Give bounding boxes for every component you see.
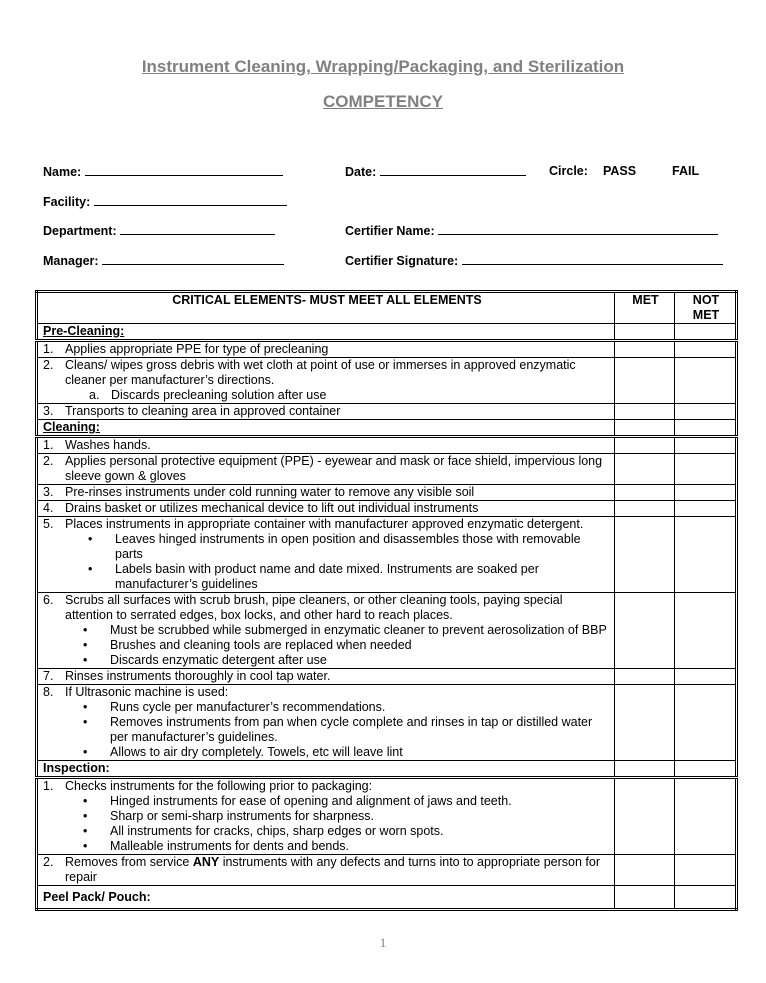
section-row-cleaning <box>37 420 737 437</box>
not-met-cell[interactable] <box>675 761 737 778</box>
item-text: Brushes and cleaning tools are replaced when needed <box>110 638 412 652</box>
certifier-signature-field[interactable] <box>345 253 723 268</box>
date-line[interactable] <box>380 164 526 176</box>
item-text: Cleans/ wipes gross debris with wet cloth at point of use or immerses in approved enzymatic cleaner per manufacturer’s directions. <box>65 358 576 387</box>
met-cell[interactable] <box>615 404 675 420</box>
not-met-cell[interactable] <box>675 501 737 517</box>
met-cell[interactable] <box>615 886 675 910</box>
department-field[interactable] <box>43 223 275 238</box>
table-row <box>37 501 737 517</box>
item-text: Sharp or semi-sharp instruments for sharpness. <box>110 809 374 823</box>
table-header-row <box>37 292 737 324</box>
section-row-peel-pack <box>37 886 737 910</box>
item-text: Discards precleaning solution after use <box>111 388 327 402</box>
pass-option[interactable]: PASS <box>603 164 637 178</box>
not-met-header <box>675 292 737 324</box>
certifier-signature-label: Certifier Signature: <box>345 254 459 268</box>
met-cell[interactable] <box>615 517 675 593</box>
not-met-cell[interactable] <box>675 855 737 886</box>
met-header: MET <box>615 292 675 324</box>
item-text: All instruments for cracks, chips, sharp edges or worn spots. <box>110 824 444 838</box>
bullet-icon: • <box>83 824 88 838</box>
not-met-header-line1: NOT <box>692 293 720 307</box>
name-line[interactable] <box>85 164 283 176</box>
item-number: 5. <box>43 517 54 531</box>
bullet-icon: • <box>88 532 93 546</box>
bullet-icon: • <box>83 839 88 853</box>
table-row <box>37 358 737 404</box>
met-cell[interactable] <box>615 593 675 669</box>
item-text: Hinged instruments for ease of opening and alignment of jaws and teeth. <box>110 794 512 808</box>
section-title: Pre-Cleaning: <box>37 324 615 341</box>
item-text: Allows to air dry completely. Towels, etc will leave lint <box>110 745 403 759</box>
not-met-cell[interactable] <box>675 324 737 341</box>
item-number: 1. <box>43 342 54 356</box>
item-number: 4. <box>43 501 54 515</box>
table-row <box>37 685 737 761</box>
bullet-icon: • <box>83 638 88 652</box>
met-cell[interactable] <box>615 454 675 485</box>
elements-header: CRITICAL ELEMENTS- MUST MEET ALL ELEMENTS <box>37 292 615 324</box>
bullet-icon: • <box>83 745 88 759</box>
item-text-part: instruments with any defects and turns into to appropriate person for repair <box>65 855 600 884</box>
met-cell[interactable] <box>615 358 675 404</box>
manager-line[interactable] <box>102 253 284 265</box>
section-title: Cleaning: <box>37 420 615 437</box>
page-title: Instrument Cleaning, Wrapping/Packaging, and Sterilization <box>141 57 625 76</box>
circle-label: Circle: <box>549 164 588 178</box>
bullet-icon: • <box>88 562 93 576</box>
element-text <box>37 404 615 420</box>
element-text <box>37 341 615 358</box>
item-text: Rinses instruments thoroughly in cool tap water. <box>65 669 331 683</box>
not-met-cell[interactable] <box>675 454 737 485</box>
element-text <box>37 593 615 669</box>
met-cell[interactable] <box>615 761 675 778</box>
not-met-cell[interactable] <box>675 420 737 437</box>
not-met-cell[interactable] <box>675 685 737 761</box>
element-text <box>37 485 615 501</box>
item-number: 2. <box>43 855 54 869</box>
bullet-icon: • <box>83 809 88 823</box>
item-text: Runs cycle per manufacturer’s recommendations. <box>110 700 386 714</box>
met-cell[interactable] <box>615 420 675 437</box>
item-text: Malleable instruments for dents and bends. <box>110 839 350 853</box>
element-text <box>37 778 615 855</box>
item-text: Applies personal protective equipment (PPE) - eyewear and mask or face shield, impervious long sleeve gown & gloves <box>65 454 603 483</box>
sub-letter: a. <box>89 388 100 402</box>
not-met-cell[interactable] <box>675 358 737 404</box>
not-met-header-line2: MET <box>692 308 720 322</box>
department-label: Department: <box>43 224 117 238</box>
facility-line[interactable] <box>94 194 287 206</box>
met-cell[interactable] <box>615 501 675 517</box>
date-label: Date: <box>345 165 377 179</box>
bullet-icon: • <box>83 794 88 808</box>
item-text: Washes hands. <box>65 438 151 452</box>
element-text <box>37 437 615 454</box>
section-row-precleaning <box>37 324 737 341</box>
item-text: Applies appropriate PPE for type of precleaning <box>65 342 329 356</box>
page-number: 1 <box>379 935 387 950</box>
item-number: 7. <box>43 669 54 683</box>
manager-label: Manager: <box>43 254 99 268</box>
not-met-cell[interactable] <box>675 669 737 685</box>
item-number: 2. <box>43 358 54 372</box>
section-title: Peel Pack/ Pouch: <box>37 886 615 910</box>
certifier-signature-line[interactable] <box>462 253 723 265</box>
not-met-cell[interactable] <box>675 404 737 420</box>
item-number: 6. <box>43 593 54 607</box>
bullet-icon: • <box>83 700 88 714</box>
table-row <box>37 485 737 501</box>
met-cell[interactable] <box>615 341 675 358</box>
element-text <box>37 855 615 886</box>
element-text <box>37 517 615 593</box>
table-row <box>37 404 737 420</box>
bullet-icon: • <box>83 653 88 667</box>
department-line[interactable] <box>120 223 275 235</box>
certifier-name-line[interactable] <box>438 223 718 235</box>
manager-field[interactable] <box>43 253 284 268</box>
element-text <box>37 358 615 404</box>
item-text: Scrubs all surfaces with scrub brush, pipe cleaners, or other cleaning tools, paying special attention to serrated edges, box locks, and other hard to reach places. <box>65 593 563 622</box>
facility-field[interactable] <box>43 194 287 209</box>
facility-label: Facility: <box>43 195 91 209</box>
item-text: Leaves hinged instruments in open position and disassembles those with removable parts <box>115 532 581 561</box>
item-number: 1. <box>43 438 54 452</box>
item-number: 3. <box>43 404 54 418</box>
not-met-cell[interactable] <box>675 341 737 358</box>
not-met-cell[interactable] <box>675 437 737 454</box>
not-met-cell[interactable] <box>675 485 737 501</box>
item-text: Transports to cleaning area in approved container <box>65 404 341 418</box>
not-met-cell[interactable] <box>675 778 737 855</box>
not-met-cell[interactable] <box>675 593 737 669</box>
met-cell[interactable] <box>615 685 675 761</box>
bullet-icon: • <box>83 623 88 637</box>
table-row <box>37 437 737 454</box>
bullet-icon: • <box>83 715 88 729</box>
section-title: Inspection: <box>37 761 615 778</box>
not-met-cell[interactable] <box>675 517 737 593</box>
met-cell[interactable] <box>615 669 675 685</box>
table-row <box>37 454 737 485</box>
table-row <box>37 517 737 593</box>
item-text-part: Removes from service <box>65 855 193 869</box>
certifier-name-field[interactable] <box>345 223 718 238</box>
item-number: 2. <box>43 454 54 468</box>
item-text: Pre-rinses instruments under cold running water to remove any visible soil <box>65 485 475 499</box>
item-number: 1. <box>43 779 54 793</box>
date-field[interactable] <box>345 164 526 179</box>
item-text <box>65 855 611 885</box>
met-cell[interactable] <box>615 437 675 454</box>
met-cell[interactable] <box>615 778 675 855</box>
table-row <box>37 341 737 358</box>
critical-elements-table <box>35 290 738 911</box>
name-field[interactable] <box>43 164 283 179</box>
element-text <box>37 669 615 685</box>
emphasis-text: ANY <box>192 855 220 869</box>
name-label: Name: <box>43 165 82 179</box>
table-row <box>37 855 737 886</box>
item-text: Labels basin with product name and date mixed. Instruments are soaked per manufacturer’s guidelines <box>115 562 539 591</box>
met-cell[interactable] <box>615 324 675 341</box>
item-text: Discards enzymatic detergent after use <box>110 653 327 667</box>
item-number: 3. <box>43 485 54 499</box>
item-text: Drains basket or utilizes mechanical device to lift out individual instruments <box>65 501 479 515</box>
item-text: Must be scrubbed while submerged in enzymatic cleaner to prevent aerosolization of BBP <box>110 623 607 637</box>
met-cell[interactable] <box>615 855 675 886</box>
fail-option[interactable]: FAIL <box>672 164 700 178</box>
element-text <box>37 501 615 517</box>
item-text: Removes instruments from pan when cycle complete and rinses in tap or distilled water per manufacturer’s guidelines. <box>110 715 593 744</box>
not-met-cell[interactable] <box>675 886 737 910</box>
table-row <box>37 669 737 685</box>
item-text: Checks instruments for the following prior to packaging: <box>65 779 373 793</box>
table-row <box>37 593 737 669</box>
certifier-name-label: Certifier Name: <box>345 224 435 238</box>
page-subtitle: COMPETENCY <box>323 92 443 111</box>
item-text: If Ultrasonic machine is used: <box>65 685 229 699</box>
element-text <box>37 685 615 761</box>
met-cell[interactable] <box>615 485 675 501</box>
section-row-inspection <box>37 761 737 778</box>
item-text: Places instruments in appropriate container with manufacturer approved enzymatic detergent. <box>65 517 584 531</box>
table-row <box>37 778 737 855</box>
element-text <box>37 454 615 485</box>
item-number: 8. <box>43 685 54 699</box>
